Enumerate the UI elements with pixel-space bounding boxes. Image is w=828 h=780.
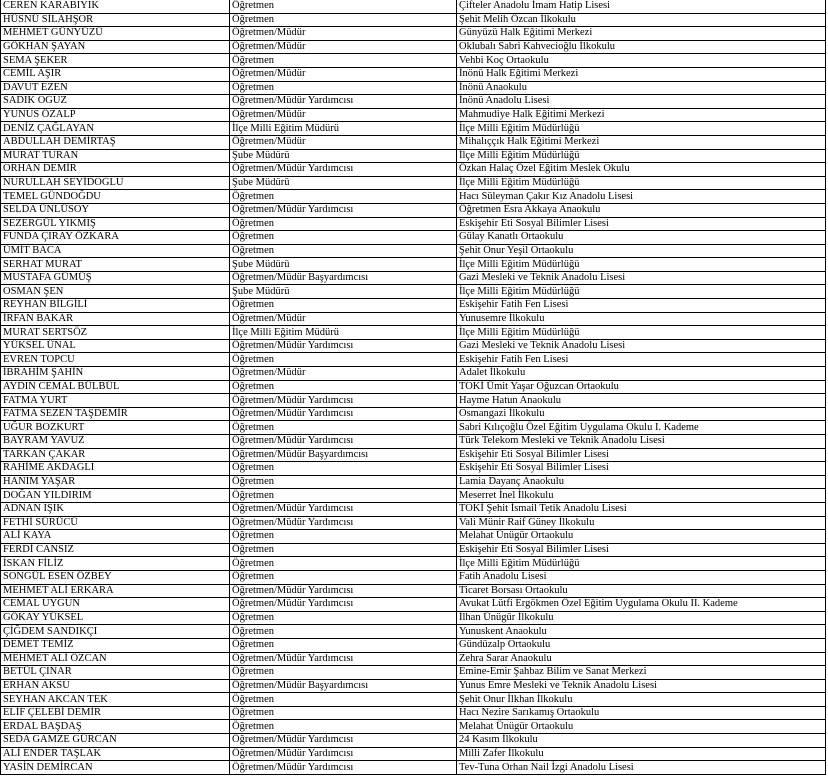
table-row	[1, 421, 826, 435]
institution-cell: TOKİ Ümit Yaşar Oğuzcan Ortaokulu	[457, 380, 826, 394]
institution-cell: İlçe Milli Eğitim Müdürlüğü	[457, 557, 826, 571]
name-cell: ELİF ÇELEBİ DEMİR	[1, 706, 230, 720]
institution-cell: Özkan Halaç Özel Eğitim Meslek Okulu	[457, 163, 826, 177]
name-cell: ORHAN DEMİR	[1, 163, 230, 177]
institution-cell: Eskişehir Eti Sosyal Bilimler Lisesi	[457, 462, 826, 476]
name-cell: OSMAN ŞEN	[1, 285, 230, 299]
name-cell: SERHAT MURAT	[1, 258, 230, 272]
institution-cell: Hacı Süleyman Çakır Kız Anadolu Lisesi	[457, 190, 826, 204]
table-row	[1, 516, 826, 530]
institution-cell: Gazi Mesleki ve Teknik Anadolu Lisesi	[457, 271, 826, 285]
role-cell: Öğretmen/Müdür	[230, 367, 457, 381]
institution-cell: Gündüzalp Ortaokulu	[457, 638, 826, 652]
role-cell: Öğretmen/Müdür Yardımcısı	[230, 394, 457, 408]
role-cell: İlçe Milli Eğitim Müdürü	[230, 326, 457, 340]
role-cell: Öğretmen/Müdür	[230, 312, 457, 326]
role-cell: Şube Müdürü	[230, 258, 457, 272]
table-row	[1, 761, 826, 775]
role-cell: Öğretmen/Müdür Yardımcısı	[230, 516, 457, 530]
table-row	[1, 203, 826, 217]
institution-cell: Eskişehir Eti Sosyal Bilimler Lisesi	[457, 448, 826, 462]
role-cell: Öğretmen/Müdür	[230, 108, 457, 122]
name-cell: DEMET TEMİZ	[1, 638, 230, 652]
name-cell: YUNUS ÖZALP	[1, 108, 230, 122]
table-row	[1, 231, 826, 245]
role-cell: Öğretmen	[230, 489, 457, 503]
name-cell: RAHİME AKDAĞLI	[1, 462, 230, 476]
institution-cell: İlçe Milli Eğitim Müdürlüğü	[457, 285, 826, 299]
institution-cell: Lamia Dayanç Anaokulu	[457, 475, 826, 489]
table-row	[1, 584, 826, 598]
table-row	[1, 326, 826, 340]
role-cell: Öğretmen	[230, 462, 457, 476]
institution-cell: Eskişehir Eti Sosyal Bilimler Lisesi	[457, 543, 826, 557]
institution-cell: Şehit Melih Özcan İlkokulu	[457, 13, 826, 27]
table-row	[1, 557, 826, 571]
name-cell: İRFAN BAKAR	[1, 312, 230, 326]
role-cell: Öğretmen/Müdür Yardımcısı	[230, 652, 457, 666]
name-cell: AYDIN CEMAL BÜLBÜL	[1, 380, 230, 394]
name-cell: SEYHAN AKCAN TEK	[1, 693, 230, 707]
name-cell: TEMEL GÜNDOĞDU	[1, 190, 230, 204]
name-cell: ERHAN AKSU	[1, 679, 230, 693]
institution-cell: Mahmudiye Halk Eğitimi Merkezi	[457, 108, 826, 122]
role-cell: Öğretmen	[230, 380, 457, 394]
table-row	[1, 122, 826, 136]
role-cell: Öğretmen	[230, 421, 457, 435]
institution-cell: Şehit Onur İlkhan İlkokulu	[457, 693, 826, 707]
table-row	[1, 462, 826, 476]
table-row	[1, 693, 826, 707]
name-cell: GÖKAY YÜKSEL	[1, 611, 230, 625]
role-cell: Öğretmen/Müdür	[230, 27, 457, 41]
role-cell: Öğretmen	[230, 543, 457, 557]
role-cell: Öğretmen	[230, 217, 457, 231]
name-cell: TARKAN ÇAKAR	[1, 448, 230, 462]
name-cell: ABDULLAH DEMİRTAŞ	[1, 135, 230, 149]
institution-cell: Ticaret Borsası Ortaokulu	[457, 584, 826, 598]
name-cell: İBRAHİM ŞAHİN	[1, 367, 230, 381]
table-row	[1, 163, 826, 177]
name-cell: SEDA GAMZE GÜRCAN	[1, 734, 230, 748]
role-cell: Öğretmen/Müdür Başyardımcısı	[230, 448, 457, 462]
table-row	[1, 706, 826, 720]
institution-cell: Emine-Emir Şahbaz Bilim ve Sanat Merkezi	[457, 666, 826, 680]
institution-cell: Eskişehir Eti Sosyal Bilimler Lisesi	[457, 217, 826, 231]
table-row	[1, 40, 826, 54]
table-row	[1, 367, 826, 381]
institution-cell: İlçe Milli Eğitim Müdürlüğü	[457, 122, 826, 136]
table-row	[1, 271, 826, 285]
table-row	[1, 530, 826, 544]
table-row	[1, 312, 826, 326]
institution-cell: Gazi Mesleki ve Teknik Anadolu Lisesi	[457, 339, 826, 353]
name-cell: DOĞAN YILDIRIM	[1, 489, 230, 503]
role-cell: Öğretmen/Müdür Yardımcısı	[230, 95, 457, 109]
staff-table-body	[1, 0, 826, 774]
institution-cell: Çifteler Anadolu İmam Hatip Lisesi	[457, 0, 826, 13]
name-cell: BETÜL ÇINAR	[1, 666, 230, 680]
role-cell: Öğretmen/Müdür Yardımcısı	[230, 163, 457, 177]
role-cell: Öğretmen	[230, 625, 457, 639]
name-cell: GÖKHAN ŞAYAN	[1, 40, 230, 54]
institution-cell: Tev-Tuna Orhan Nail İzgi Anadolu Lisesi	[457, 761, 826, 775]
name-cell: YÜKSEL ÜNAL	[1, 339, 230, 353]
institution-cell: İlhan Ünügür İlkokulu	[457, 611, 826, 625]
name-cell: CEMAL UYGUN	[1, 598, 230, 612]
table-row	[1, 638, 826, 652]
name-cell: ERDAL BAŞDAŞ	[1, 720, 230, 734]
table-row	[1, 502, 826, 516]
name-cell: SEZERGÜL YIKMIŞ	[1, 217, 230, 231]
name-cell: SEMA ŞEKER	[1, 54, 230, 68]
institution-cell: Hacı Nezire Sarıkamış Ortaokulu	[457, 706, 826, 720]
table-row	[1, 13, 826, 27]
role-cell: Öğretmen	[230, 299, 457, 313]
name-cell: ÇİĞDEM SANDIKÇI	[1, 625, 230, 639]
role-cell: Öğretmen	[230, 13, 457, 27]
name-cell: FUNDA ÇIRAY ÖZKARA	[1, 231, 230, 245]
role-cell: Öğretmen	[230, 530, 457, 544]
table-row	[1, 353, 826, 367]
institution-cell: Milli Zafer İlkokulu	[457, 747, 826, 761]
role-cell: Öğretmen	[230, 190, 457, 204]
name-cell: MEHMET ALİ ÖZCAN	[1, 652, 230, 666]
institution-cell: Türk Telekom Mesleki ve Teknik Anadolu Lisesi	[457, 435, 826, 449]
name-cell: DAVUT EZEN	[1, 81, 230, 95]
name-cell: FETHİ SÜRÜCÜ	[1, 516, 230, 530]
institution-cell: İlçe Milli Eğitim Müdürlüğü	[457, 326, 826, 340]
institution-cell: Avukat Lütfi Ergökmen Özel Eğitim Uygulama Okulu II. Kademe	[457, 598, 826, 612]
institution-cell: Hayme Hatun Anaokulu	[457, 394, 826, 408]
table-row	[1, 435, 826, 449]
name-cell: SONGÜL ESEN ÖZBEY	[1, 570, 230, 584]
table-row	[1, 54, 826, 68]
table-row	[1, 475, 826, 489]
table-row	[1, 543, 826, 557]
institution-cell: Oklubalı Sabri Kahvecioğlu İlkokulu	[457, 40, 826, 54]
role-cell: Öğretmen/Müdür Başyardımcısı	[230, 679, 457, 693]
name-cell: UĞUR BOZKURT	[1, 421, 230, 435]
name-cell: SADIK OĞUZ	[1, 95, 230, 109]
role-cell: Öğretmen/Müdür	[230, 135, 457, 149]
name-cell: FERDİ CANSIZ	[1, 543, 230, 557]
role-cell: Şube Müdürü	[230, 149, 457, 163]
role-cell: Öğretmen/Müdür Yardımcısı	[230, 502, 457, 516]
role-cell: Öğretmen	[230, 0, 457, 13]
institution-cell: İnönü Anaokulu	[457, 81, 826, 95]
table-row	[1, 339, 826, 353]
name-cell: FATMA SEZEN TAŞDEMİR	[1, 407, 230, 421]
role-cell: Öğretmen	[230, 244, 457, 258]
role-cell: Öğretmen/Müdür Yardımcısı	[230, 435, 457, 449]
name-cell: SELDA ÜNLÜSOY	[1, 203, 230, 217]
institution-cell: Meserret İnel İlkokulu	[457, 489, 826, 503]
table-row	[1, 448, 826, 462]
table-row	[1, 489, 826, 503]
table-row	[1, 666, 826, 680]
name-cell: İSKAN FİLİZ	[1, 557, 230, 571]
institution-cell: 24 Kasım İlkokulu	[457, 734, 826, 748]
role-cell: Öğretmen/Müdür	[230, 67, 457, 81]
institution-cell: Öğretmen Esra Akkaya Anaokulu	[457, 203, 826, 217]
table-row	[1, 407, 826, 421]
table-row	[1, 747, 826, 761]
institution-cell: Zehra Sarar Anaokulu	[457, 652, 826, 666]
table-row	[1, 734, 826, 748]
table-row	[1, 720, 826, 734]
name-cell: MUSTAFA GÜMÜŞ	[1, 271, 230, 285]
table-row	[1, 108, 826, 122]
name-cell: HÜSNÜ SİLAHŞOR	[1, 13, 230, 27]
name-cell: MEHMET GÜNYÜZÜ	[1, 27, 230, 41]
role-cell: Öğretmen/Müdür Yardımcısı	[230, 203, 457, 217]
role-cell: Öğretmen/Müdür Yardımcısı	[230, 584, 457, 598]
table-row	[1, 0, 826, 13]
institution-cell: Şehit Onur Yeşil Ortaokulu	[457, 244, 826, 258]
name-cell: ÜMİT BACA	[1, 244, 230, 258]
role-cell: Öğretmen	[230, 638, 457, 652]
name-cell: REYHAN BİLGİLİ	[1, 299, 230, 313]
institution-cell: Sabri Kılıçoğlu Özel Eğitim Uygulama Okulu I. Kademe	[457, 421, 826, 435]
table-row	[1, 598, 826, 612]
name-cell: CEMİL AŞIR	[1, 67, 230, 81]
institution-cell: Vali Münir Raif Güney İlkokulu	[457, 516, 826, 530]
institution-cell: Gülay Kanatlı Ortaokulu	[457, 231, 826, 245]
table-row	[1, 176, 826, 190]
table-row	[1, 217, 826, 231]
role-cell: Şube Müdürü	[230, 285, 457, 299]
name-cell: CEREN KARABIYIK	[1, 0, 230, 13]
table-row	[1, 190, 826, 204]
name-cell: HANIM YAŞAR	[1, 475, 230, 489]
table-row	[1, 394, 826, 408]
role-cell: Öğretmen/Müdür Başyardımcısı	[230, 271, 457, 285]
institution-cell: İlçe Milli Eğitim Müdürlüğü	[457, 176, 826, 190]
institution-cell: TOKİ Şehit İsmail Tetik Anadolu Lisesi	[457, 502, 826, 516]
role-cell: Öğretmen/Müdür Yardımcısı	[230, 407, 457, 421]
role-cell: Öğretmen/Müdür Yardımcısı	[230, 761, 457, 775]
institution-cell: Adalet İlkokulu	[457, 367, 826, 381]
table-row	[1, 285, 826, 299]
role-cell: Öğretmen	[230, 706, 457, 720]
institution-cell: İlçe Milli Eğitim Müdürlüğü	[457, 149, 826, 163]
institution-cell: Yunusemre İlkokulu	[457, 312, 826, 326]
name-cell: FATMA YURT	[1, 394, 230, 408]
role-cell: Şube Müdürü	[230, 176, 457, 190]
table-row	[1, 299, 826, 313]
role-cell: Öğretmen	[230, 666, 457, 680]
role-cell: Öğretmen	[230, 54, 457, 68]
role-cell: Öğretmen	[230, 81, 457, 95]
role-cell: Öğretmen	[230, 570, 457, 584]
institution-cell: Eskişehir Fatih Fen Lisesi	[457, 299, 826, 313]
name-cell: EVREN TOPCU	[1, 353, 230, 367]
name-cell: MURAT TURAN	[1, 149, 230, 163]
table-row	[1, 135, 826, 149]
table-row	[1, 95, 826, 109]
institution-cell: İnönü Anadolu Lisesi	[457, 95, 826, 109]
table-row	[1, 81, 826, 95]
name-cell: NURULLAH SEYİDOĞLU	[1, 176, 230, 190]
table-row	[1, 611, 826, 625]
name-cell: BAYRAM YAVUZ	[1, 435, 230, 449]
role-cell: Öğretmen/Müdür Yardımcısı	[230, 339, 457, 353]
role-cell: Öğretmen/Müdür	[230, 40, 457, 54]
role-cell: Öğretmen	[230, 557, 457, 571]
role-cell: Öğretmen	[230, 353, 457, 367]
institution-cell: Vehbi Koç Ortaokulu	[457, 54, 826, 68]
table-row	[1, 149, 826, 163]
table-row	[1, 258, 826, 272]
role-cell: Öğretmen/Müdür Yardımcısı	[230, 747, 457, 761]
name-cell: ALİ ENDER TAŞLAK	[1, 747, 230, 761]
institution-cell: Eskişehir Fatih Fen Lisesi	[457, 353, 826, 367]
table-row	[1, 27, 826, 41]
name-cell: ALİ KAYA	[1, 530, 230, 544]
name-cell: DENİZ ÇAĞLAYAN	[1, 122, 230, 136]
institution-cell: Günyüzü Halk Eğitimi Merkezi	[457, 27, 826, 41]
institution-cell: Mihalıççık Halk Eğitimi Merkezi	[457, 135, 826, 149]
table-row	[1, 67, 826, 81]
role-cell: Öğretmen	[230, 231, 457, 245]
table-row	[1, 652, 826, 666]
role-cell: Öğretmen	[230, 611, 457, 625]
table-row	[1, 570, 826, 584]
name-cell: YASİN DEMİRCAN	[1, 761, 230, 775]
name-cell: MEHMET ALİ ERKARA	[1, 584, 230, 598]
role-cell: Öğretmen	[230, 475, 457, 489]
table-row	[1, 244, 826, 258]
institution-cell: Osmangazi İlkokulu	[457, 407, 826, 421]
name-cell: ADNAN IŞIK	[1, 502, 230, 516]
institution-cell: İnönü Halk Eğitimi Merkezi	[457, 67, 826, 81]
name-cell: MURAT SERTSÖZ	[1, 326, 230, 340]
table-row	[1, 679, 826, 693]
role-cell: Öğretmen	[230, 693, 457, 707]
role-cell: Öğretmen	[230, 720, 457, 734]
role-cell: Öğretmen/Müdür Yardımcısı	[230, 734, 457, 748]
institution-cell: İlçe Milli Eğitim Müdürlüğü	[457, 258, 826, 272]
role-cell: İlçe Milli Eğitim Müdürü	[230, 122, 457, 136]
institution-cell: Melahat Ünügür Ortaokulu	[457, 720, 826, 734]
institution-cell: Melahat Ünügür Ortaokulu	[457, 530, 826, 544]
institution-cell: Yunuskent Anaokulu	[457, 625, 826, 639]
table-row	[1, 625, 826, 639]
role-cell: Öğretmen/Müdür Yardımcısı	[230, 598, 457, 612]
institution-cell: Fatih Anadolu Lisesi	[457, 570, 826, 584]
institution-cell: Yunus Emre Mesleki ve Teknik Anadolu Lisesi	[457, 679, 826, 693]
table-row	[1, 380, 826, 394]
